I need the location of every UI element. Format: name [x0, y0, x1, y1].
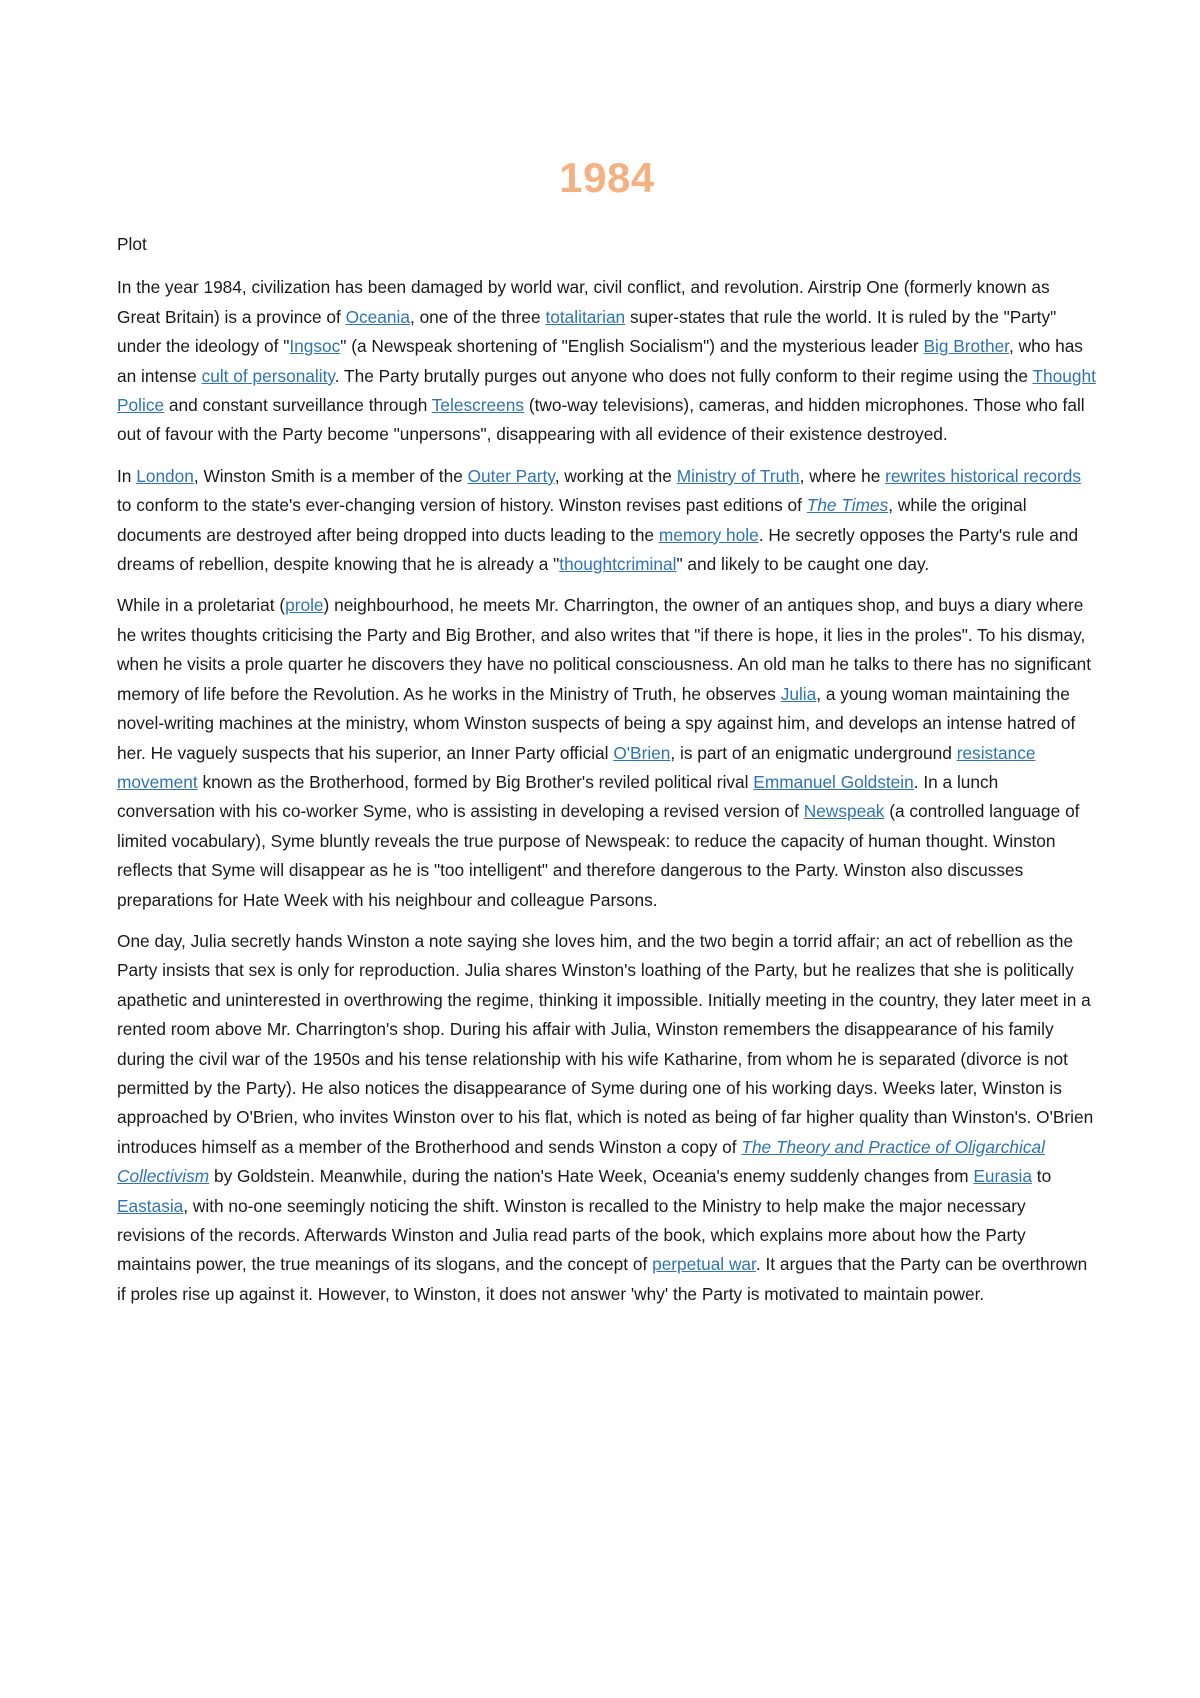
- text-run: by Goldstein. Meanwhile, during the nation's Hate Week, Oceania's enemy suddenly changes from: [209, 1166, 974, 1187]
- link-oceania[interactable]: Oceania: [345, 306, 410, 327]
- text-run: , where he: [799, 465, 886, 486]
- paragraph-3: [117, 591, 1097, 914]
- text-run: One day, Julia secretly hands Winston a note saying she loves him, and the two begin a torrid affair; an act of rebellion as the Party insists that sex is only for reproduction. Julia shares Winston's loathing of the Party, but he realizes that she is politically apathetic and uninterested in overthrowing the regime, thinking it impossible. Initially meeting in the country, they later meet in a rented room above Mr. Charrington's shop. During his affair with Julia, Winston remembers the disappearance of his family during the civil war of the 1950s and his tense relationship with his wife Katharine, from whom he is separated (divorce is not permitted by the Party). He also notices the disappearance of Syme during one of his working days. Weeks later, Winston is approached by O'Brien, who invites Winston over to his flat, which is noted as being of far higher quality than Winston's. O'Brien introduces himself as a member of the Brotherhood and sends Winston a copy of: [117, 930, 1094, 1157]
- section-heading-plot: Plot: [117, 234, 147, 254]
- text-run: (two-way televisions), cameras, and hidden microphones. Those who fall out of favour with the Party become "unpersons", disappearing with all evidence of their existence destroyed.: [117, 395, 1085, 445]
- link-cult-of-personality[interactable]: cult of personality: [201, 365, 335, 386]
- link-julia[interactable]: Julia: [780, 683, 817, 704]
- text-run: , one of the three: [409, 306, 546, 327]
- text-run: and constant surveillance through: [164, 395, 432, 416]
- link-perpetual-war[interactable]: perpetual war: [652, 1254, 756, 1275]
- link-big-brother[interactable]: Big Brother: [923, 336, 1009, 357]
- link-thought-police[interactable]: Thought Police: [117, 365, 1096, 416]
- link-thoughtcriminal[interactable]: thoughtcriminal: [559, 554, 677, 575]
- link-obrien[interactable]: O'Brien: [613, 742, 671, 763]
- link-outer-party[interactable]: Outer Party: [467, 465, 555, 486]
- link-eastasia[interactable]: Eastasia: [117, 1195, 184, 1216]
- link-memory-hole[interactable]: memory hole: [658, 524, 759, 545]
- text-run: , who has an intense: [117, 336, 1083, 386]
- document-body: [117, 230, 1097, 1321]
- text-run: , while the original documents are destroyed after being dropped into ducts leading to the: [117, 495, 1027, 545]
- text-run: super-states that rule the world. It is ruled by the "Party" under the ideology of ": [117, 306, 1057, 357]
- link-rewrites-historical-records[interactable]: rewrites historical records: [885, 465, 1082, 486]
- link-ingsoc[interactable]: Ingsoc: [289, 336, 341, 357]
- text-run: . It argues that the Party can be overthrown if proles rise up against it. However, to Winston, it does not answer 'why' the Party is motivated to maintain power.: [117, 1254, 1088, 1304]
- text-run: In: [117, 465, 137, 486]
- text-run: . In a lunch conversation with his co-worker Syme, who is assisting in developing a revised version of: [117, 771, 999, 822]
- link-theory-and-practice[interactable]: The Theory and Practice of Oligarchical Collectivism: [117, 1136, 1045, 1187]
- paragraph-1: [117, 273, 1097, 449]
- text-run: " and likely to be caught one day.: [676, 554, 930, 575]
- text-run: . The Party brutally purges out anyone who does not fully conform to their regime using the: [334, 365, 1033, 386]
- text-run: (a controlled language of limited vocabulary), Syme bluntly reveals the true purpose of Newspeak: to reduce the capacity of human thought. Winston reflects that Syme will disappear as he is "too intelligent" and therefore dangerous to the Party. Winston also discusses preparations for Hate Week with his neighbour and colleague Parsons.: [117, 801, 1080, 910]
- text-run: " (a Newspeak shortening of "English Socialism") and the mysterious leader: [340, 336, 924, 357]
- link-the-times[interactable]: The Times: [806, 495, 889, 516]
- link-emmanuel-goldstein[interactable]: Emmanuel Goldstein: [753, 771, 914, 792]
- link-totalitarian[interactable]: totalitarian: [545, 306, 626, 327]
- text-run: , working at the: [554, 465, 677, 486]
- link-resistance-movement[interactable]: resistance movement: [117, 742, 1036, 792]
- document-title: 1984: [559, 154, 655, 201]
- text-run: , with no-one seemingly noticing the shift. Winston is recalled to the Ministry to help make the major necessary revisions of the records. Afterwards Winston and Julia read parts of the book, which explains more about how the Party maintains power, the true meanings of its slogans, and the concept of: [117, 1195, 1026, 1275]
- paragraph-2: [117, 462, 1097, 580]
- link-eurasia[interactable]: Eurasia: [973, 1166, 1032, 1187]
- text-run: ) neighbourhood, he meets Mr. Charrington, the owner of an antiques shop, and buys a diary where he writes thoughts criticising the Party and Big Brother, and also writes that "if there is hope, it lies in the proles". To his dismay, when he visits a prole quarter he discovers they have no political consciousness. An old man he talks to there has no significant memory of life before the Revolution. As he works in the Ministry of Truth, he observes: [117, 595, 1092, 704]
- text-run: . He secretly opposes the Party's rule and dreams of rebellion, despite knowing that he is already a ": [117, 524, 1079, 575]
- link-ministry-of-truth[interactable]: Ministry of Truth: [676, 465, 800, 486]
- paragraph-4: [117, 927, 1097, 1309]
- text-run: While in a proletariat (: [117, 595, 286, 616]
- text-run: to: [1032, 1166, 1052, 1187]
- text-run: known as the Brotherhood, formed by Big Brother's reviled political rival: [197, 771, 754, 792]
- link-prole[interactable]: prole: [285, 595, 324, 616]
- text-run: , is part of an enigmatic underground: [670, 742, 957, 763]
- link-telescreens[interactable]: Telescreens: [431, 395, 525, 416]
- text-run: In the year 1984, civilization has been damaged by world war, civil conflict, and revolution. Airstrip One (formerly known as Great Britain) is a province of: [117, 277, 1050, 327]
- link-london[interactable]: London: [136, 465, 194, 486]
- text-run: to conform to the state's ever-changing version of history. Winston revises past editions of: [117, 495, 807, 516]
- link-newspeak[interactable]: Newspeak: [803, 801, 885, 822]
- text-run: , a young woman maintaining the novel-writing machines at the ministry, whom Winston suspects of being a spy against him, and develops an intense hatred of her. He vaguely suspects that his superior, an Inner Party official: [117, 683, 1076, 763]
- text-run: , Winston Smith is a member of the: [193, 465, 468, 486]
